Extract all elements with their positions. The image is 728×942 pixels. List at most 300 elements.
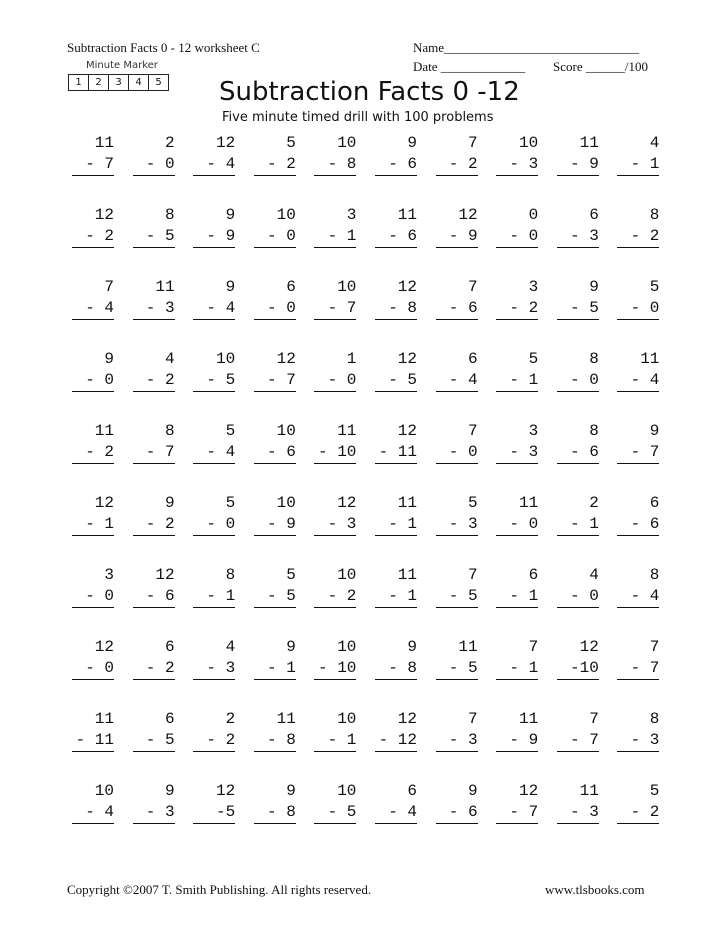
subtraction-problem <box>133 493 175 536</box>
subtraction-problem <box>557 349 599 392</box>
subtraction-problem <box>375 565 417 608</box>
subtraction-problem <box>617 349 659 392</box>
subtraction-problem <box>133 277 175 320</box>
subtraction-problem <box>557 565 599 608</box>
subtraction-problem <box>617 709 659 752</box>
minuend: 11 <box>337 422 357 440</box>
subtraction-problem <box>254 781 296 824</box>
subtraction-problem <box>72 133 114 176</box>
subtrahend: - 10 <box>314 658 356 680</box>
subtrahend: - 2 <box>617 226 659 248</box>
subtraction-problem <box>254 277 296 320</box>
subtraction-problem <box>557 781 599 824</box>
minuend: 12 <box>337 494 357 512</box>
subtrahend: - 3 <box>133 298 175 320</box>
minuend: 10 <box>215 350 236 368</box>
subtrahend: - 8 <box>314 154 356 176</box>
subtrahend: - 7 <box>557 730 599 752</box>
minuend: 11 <box>579 782 599 800</box>
subtrahend: - 1 <box>375 514 417 536</box>
subtraction-problem <box>72 709 114 752</box>
minuend: 3 <box>104 566 114 584</box>
problem-row <box>72 277 660 349</box>
subtraction-problem <box>436 781 478 824</box>
minuend: 7 <box>649 638 660 656</box>
subtraction-problem <box>254 133 296 176</box>
minuend: 11 <box>94 710 114 728</box>
subtrahend: - 4 <box>193 298 235 320</box>
subtrahend: - 11 <box>72 730 114 752</box>
problem-row <box>72 781 660 853</box>
subtrahend: - 6 <box>254 442 296 464</box>
minuend: 12 <box>397 422 417 440</box>
subtraction-problem <box>133 133 175 176</box>
subtrahend: - 7 <box>314 298 356 320</box>
minuend: 7 <box>467 566 478 584</box>
minute-marker-box: 1 <box>68 74 89 91</box>
minuend: 6 <box>467 350 478 368</box>
subtraction-problem <box>193 205 235 248</box>
minute-marker-box: 4 <box>128 74 149 91</box>
subtrahend: - 0 <box>496 226 538 248</box>
minuend: 8 <box>649 710 660 728</box>
subtrahend: - 5 <box>557 298 599 320</box>
subtraction-problem <box>193 277 235 320</box>
subtrahend: - 2 <box>133 514 175 536</box>
subtrahend: - 0 <box>557 586 599 608</box>
subtraction-problem <box>496 133 538 176</box>
subtraction-problem <box>314 637 356 680</box>
minuend: 4 <box>589 566 599 584</box>
problem-row <box>72 709 660 781</box>
subtraction-problem <box>375 421 417 464</box>
minuend: 12 <box>94 206 114 224</box>
subtrahend: - 9 <box>254 514 296 536</box>
minuend: 8 <box>649 566 660 584</box>
subtrahend: - 9 <box>436 226 478 248</box>
minuend: 11 <box>397 206 417 224</box>
minuend: 11 <box>276 710 296 728</box>
subtraction-problem <box>72 781 114 824</box>
subtrahend: - 1 <box>375 586 417 608</box>
subtrahend: - 2 <box>617 802 659 824</box>
subtraction-problem <box>436 709 478 752</box>
subtrahend: - 6 <box>436 802 478 824</box>
minute-marker-box: 5 <box>148 74 169 91</box>
minuend: 9 <box>407 134 417 152</box>
worksheet-title: Subtraction Facts 0 - 12 worksheet C <box>67 40 260 55</box>
problem-row <box>72 493 660 565</box>
subtraction-problem <box>72 349 114 392</box>
subtrahend: - 4 <box>375 802 417 824</box>
minuend: 2 <box>164 134 175 152</box>
minuend: 11 <box>397 566 417 584</box>
subtrahend: - 1 <box>314 730 356 752</box>
subtrahend: -5 <box>193 802 235 824</box>
subtraction-problem <box>557 277 599 320</box>
subtrahend: - 8 <box>375 658 417 680</box>
subtrahend: - 3 <box>314 514 356 536</box>
minuend: 11 <box>94 422 114 440</box>
subtrahend: - 9 <box>193 226 235 248</box>
subtraction-problem <box>557 133 599 176</box>
subtrahend: - 4 <box>617 370 659 392</box>
subtrahend: - 8 <box>254 802 296 824</box>
subtraction-problem <box>375 781 417 824</box>
minuend: 4 <box>164 350 175 368</box>
subtrahend: - 4 <box>436 370 478 392</box>
subtraction-problem <box>496 709 538 752</box>
minuend: 10 <box>276 494 296 512</box>
subtraction-problem <box>496 637 538 680</box>
subtrahend: - 7 <box>133 442 175 464</box>
minuend: 9 <box>164 782 175 800</box>
subtrahend: - 6 <box>375 154 417 176</box>
minuend: 3 <box>528 278 539 296</box>
subtrahend: - 5 <box>254 586 296 608</box>
subtraction-problem <box>314 421 356 464</box>
minuend: 5 <box>649 278 660 296</box>
subtrahend: - 3 <box>617 730 659 752</box>
date-field: Date _____________ <box>413 59 526 74</box>
minuend: 12 <box>155 566 175 584</box>
subtraction-problem <box>375 637 417 680</box>
subtraction-problem <box>72 637 114 680</box>
subtraction-problem <box>436 205 478 248</box>
minuend: 12 <box>215 134 236 152</box>
minuend: 11 <box>518 710 539 728</box>
subtraction-problem <box>314 349 356 392</box>
minuend: 12 <box>94 494 114 512</box>
subtrahend: - 0 <box>436 442 478 464</box>
minuend: 11 <box>94 134 114 152</box>
subtraction-problem <box>193 709 235 752</box>
subtrahend: - 1 <box>72 514 114 536</box>
subtrahend: - 1 <box>557 514 599 536</box>
subtrahend: - 3 <box>557 226 599 248</box>
subtrahend: - 6 <box>436 298 478 320</box>
minuend: 10 <box>337 782 357 800</box>
subtrahend: - 3 <box>193 658 235 680</box>
minuend: 9 <box>589 278 599 296</box>
minuend: 10 <box>276 422 296 440</box>
subtraction-problem <box>375 133 417 176</box>
minuend: 9 <box>225 278 236 296</box>
minuend: 5 <box>528 350 539 368</box>
subtrahend: - 2 <box>72 226 114 248</box>
subtraction-problem <box>496 277 538 320</box>
subtraction-problem <box>254 205 296 248</box>
subtraction-problem <box>436 493 478 536</box>
subtrahend: - 3 <box>557 802 599 824</box>
subtrahend: - 8 <box>254 730 296 752</box>
minuend: 7 <box>467 422 478 440</box>
subtrahend: - 6 <box>617 514 659 536</box>
subtrahend: - 1 <box>254 658 296 680</box>
minuend: 1 <box>346 350 357 368</box>
subtrahend: - 4 <box>193 442 235 464</box>
problem-row <box>72 205 660 277</box>
minuend: 4 <box>225 638 236 656</box>
subtrahend: - 0 <box>72 586 114 608</box>
subtraction-problem <box>375 493 417 536</box>
subtrahend: - 4 <box>617 586 659 608</box>
minuend: 11 <box>155 278 175 296</box>
subtrahend: - 7 <box>72 154 114 176</box>
minute-marker-box: 3 <box>108 74 129 91</box>
minuend: 4 <box>649 134 660 152</box>
minuend: 10 <box>518 134 539 152</box>
subtrahend: - 4 <box>72 802 114 824</box>
subtrahend: - 4 <box>72 298 114 320</box>
minuend: 8 <box>589 422 599 440</box>
minuend: 10 <box>276 206 296 224</box>
problem-row <box>72 637 660 709</box>
minuend: 7 <box>467 278 478 296</box>
minuend: 12 <box>579 638 599 656</box>
subtrahend: - 0 <box>254 298 296 320</box>
subtraction-problem <box>375 277 417 320</box>
subtrahend: - 11 <box>375 442 417 464</box>
minuend: 10 <box>337 278 357 296</box>
subtrahend: - 0 <box>133 154 175 176</box>
subtraction-problem <box>617 781 659 824</box>
subtrahend: - 2 <box>133 658 175 680</box>
subtraction-problem <box>133 781 175 824</box>
subtraction-problem <box>133 709 175 752</box>
subtraction-problem <box>314 133 356 176</box>
subtrahend: - 2 <box>133 370 175 392</box>
subtraction-problem <box>72 277 114 320</box>
minuend: 11 <box>458 638 478 656</box>
subtrahend: - 3 <box>496 442 538 464</box>
subtraction-problem <box>496 349 538 392</box>
subtraction-problem <box>314 565 356 608</box>
subtraction-problem <box>133 421 175 464</box>
minute-marker-boxes <box>69 74 169 91</box>
subtrahend: - 0 <box>496 514 538 536</box>
minuend: 5 <box>225 422 236 440</box>
subtrahend: - 1 <box>617 154 659 176</box>
minuend: 3 <box>346 206 357 224</box>
website-link: www.tlsbooks.com <box>545 882 645 897</box>
minuend: 10 <box>337 710 357 728</box>
copyright-notice: Copyright ©2007 T. Smith Publishing. All rights reserved. <box>67 882 372 897</box>
subtraction-problem <box>254 565 296 608</box>
minuend: 8 <box>164 422 175 440</box>
minuend: 5 <box>467 494 478 512</box>
minuend: 6 <box>164 638 175 656</box>
subtraction-problem <box>617 205 659 248</box>
minuend: 12 <box>458 206 478 224</box>
subtrahend: - 5 <box>375 370 417 392</box>
minuend: 8 <box>164 206 175 224</box>
subtraction-problem <box>193 133 235 176</box>
minuend: 9 <box>164 494 175 512</box>
minuend: 9 <box>286 638 296 656</box>
minuend: 10 <box>337 638 357 656</box>
subtraction-problem <box>375 709 417 752</box>
problem-row <box>72 133 660 205</box>
subtraction-problem <box>193 493 235 536</box>
subtrahend: -10 <box>557 658 599 680</box>
subtraction-problem <box>314 493 356 536</box>
subtrahend: - 0 <box>557 370 599 392</box>
minuend: 9 <box>467 782 478 800</box>
subtrahend: - 7 <box>254 370 296 392</box>
minuend: 5 <box>649 782 660 800</box>
subtraction-problem <box>617 277 659 320</box>
subtraction-problem <box>314 781 356 824</box>
subtraction-problem <box>496 565 538 608</box>
minuend: 10 <box>94 782 114 800</box>
minuend: 5 <box>225 494 236 512</box>
subtrahend: - 5 <box>133 226 175 248</box>
subtraction-problem <box>496 493 538 536</box>
minuend: 6 <box>589 206 599 224</box>
minuend: 5 <box>286 134 296 152</box>
minuend: 10 <box>337 566 357 584</box>
minuend: 9 <box>407 638 417 656</box>
subtraction-problem <box>557 493 599 536</box>
subtraction-problem <box>314 709 356 752</box>
minuend: 11 <box>640 350 660 368</box>
subtraction-problem <box>617 637 659 680</box>
minuend: 12 <box>397 710 417 728</box>
subtraction-problem <box>72 421 114 464</box>
minuend: 5 <box>286 566 296 584</box>
problem-grid <box>72 133 660 853</box>
subtraction-problem <box>254 709 296 752</box>
subtraction-problem <box>133 349 175 392</box>
minuend: 2 <box>589 494 599 512</box>
subtraction-problem <box>254 493 296 536</box>
subtrahend: - 6 <box>133 586 175 608</box>
subtrahend: - 9 <box>496 730 538 752</box>
subtrahend: - 1 <box>496 658 538 680</box>
subtrahend: - 12 <box>375 730 417 752</box>
minuend: 6 <box>407 782 417 800</box>
subtrahend: - 7 <box>617 658 659 680</box>
subtraction-problem <box>436 565 478 608</box>
subtraction-problem <box>557 637 599 680</box>
subtraction-problem <box>314 205 356 248</box>
subtrahend: - 1 <box>496 586 538 608</box>
subtraction-problem <box>193 781 235 824</box>
subtraction-problem <box>193 637 235 680</box>
subtrahend: - 5 <box>193 370 235 392</box>
minuend: 6 <box>286 278 296 296</box>
subtraction-problem <box>436 421 478 464</box>
subtrahend: - 7 <box>617 442 659 464</box>
subtrahend: - 8 <box>375 298 417 320</box>
problem-row <box>72 565 660 637</box>
minuend: 11 <box>397 494 417 512</box>
subtrahend: - 0 <box>193 514 235 536</box>
minuend: 12 <box>397 278 417 296</box>
subtraction-problem <box>436 277 478 320</box>
minuend: 9 <box>649 422 660 440</box>
minuend: 6 <box>528 566 539 584</box>
minuend: 8 <box>225 566 236 584</box>
subtraction-problem <box>436 133 478 176</box>
subtraction-problem <box>314 277 356 320</box>
minuend: 0 <box>528 206 539 224</box>
subtrahend: - 5 <box>436 658 478 680</box>
subtraction-problem <box>557 205 599 248</box>
minuend: 6 <box>649 494 660 512</box>
minute-marker-box: 2 <box>88 74 109 91</box>
problem-row <box>72 349 660 421</box>
subtrahend: - 5 <box>314 802 356 824</box>
minuend: 3 <box>528 422 539 440</box>
subtrahend: - 10 <box>314 442 356 464</box>
name-field: Name______________________________ <box>413 40 640 55</box>
subtrahend: - 5 <box>436 586 478 608</box>
minuend: 7 <box>104 278 114 296</box>
subtraction-problem <box>557 709 599 752</box>
subtraction-problem <box>72 493 114 536</box>
minuend: 9 <box>225 206 236 224</box>
subtraction-problem <box>375 205 417 248</box>
subtraction-problem <box>254 637 296 680</box>
subtraction-problem <box>254 421 296 464</box>
subtrahend: - 3 <box>436 514 478 536</box>
subtraction-problem <box>193 349 235 392</box>
minuend: 11 <box>518 494 539 512</box>
subtraction-problem <box>617 133 659 176</box>
subtraction-problem <box>193 565 235 608</box>
subtrahend: - 1 <box>193 586 235 608</box>
subtraction-problem <box>375 349 417 392</box>
subtrahend: - 5 <box>133 730 175 752</box>
subtrahend: - 1 <box>314 226 356 248</box>
subtraction-problem <box>617 565 659 608</box>
minuend: 6 <box>164 710 175 728</box>
subtraction-problem <box>133 565 175 608</box>
minute-marker-label: Minute Marker <box>86 60 158 71</box>
subtrahend: - 6 <box>375 226 417 248</box>
minuend: 12 <box>276 350 296 368</box>
minuend: 10 <box>337 134 357 152</box>
subtrahend: - 4 <box>193 154 235 176</box>
minuend: 7 <box>589 710 599 728</box>
score-field: Score ______/100 <box>553 59 648 74</box>
subtrahend: - 1 <box>496 370 538 392</box>
subtraction-problem <box>617 493 659 536</box>
minuend: 12 <box>215 782 236 800</box>
subtrahend: - 0 <box>617 298 659 320</box>
page-title: Subtraction Facts 0 -12 <box>219 77 520 107</box>
minuend: 11 <box>579 134 599 152</box>
minuend: 9 <box>286 782 296 800</box>
subtrahend: - 3 <box>133 802 175 824</box>
subtrahend: - 0 <box>314 370 356 392</box>
subtraction-problem <box>617 421 659 464</box>
page-subtitle: Five minute timed drill with 100 problems <box>222 110 494 125</box>
subtraction-problem <box>496 421 538 464</box>
minuend: 7 <box>528 638 539 656</box>
subtraction-problem <box>72 205 114 248</box>
minuend: 8 <box>649 206 660 224</box>
subtrahend: - 2 <box>72 442 114 464</box>
subtraction-problem <box>133 637 175 680</box>
subtrahend: - 0 <box>254 226 296 248</box>
subtrahend: - 6 <box>557 442 599 464</box>
subtraction-problem <box>254 349 296 392</box>
subtrahend: - 2 <box>436 154 478 176</box>
subtraction-problem <box>72 565 114 608</box>
